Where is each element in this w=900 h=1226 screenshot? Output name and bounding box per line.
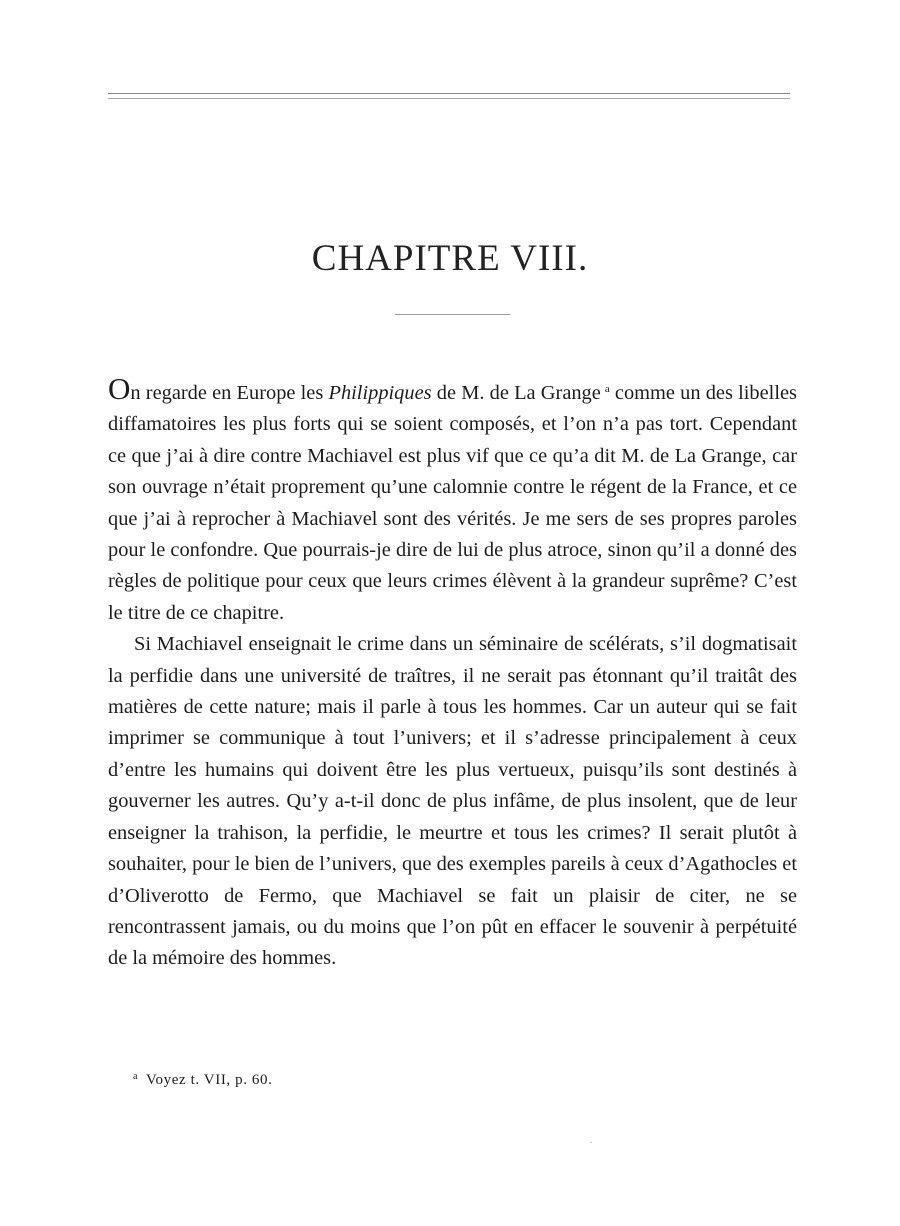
drop-cap: O bbox=[108, 371, 131, 406]
title-rule bbox=[395, 314, 510, 315]
footnote bbox=[133, 1071, 272, 1089]
footnote-ref-marker: a bbox=[604, 383, 610, 395]
paragraph-1-text-b: de M. de La Grange bbox=[431, 382, 601, 404]
paragraph-1-text-a: n regarde en Europe les bbox=[130, 382, 329, 404]
paragraph-1 bbox=[108, 371, 797, 629]
header-rule bbox=[108, 93, 790, 99]
paragraph-1-text-c: comme un des libelles diffamatoires les plus forts qui se soient composés, et l’on n’a pas tort. Cependant ce que j’ai à dire contre Machiavel est plus vif que ce qu’a dit M. de La Grange, car son ouvrage n’était proprement qu’une calomnie contre le régent de la France, et ce que j’ai à reprocher à Machiavel sont des vérités. Je me sers de ses propres paroles pour le confondre. Que pourrais-je dire de lui de plus atroce, sinon qu’il a donné des règles de politique pour ceux que leurs crimes élèvent à la grandeur suprême? C’est le titre de ce chapitre. bbox=[108, 382, 797, 624]
italic-title: Philippiques bbox=[328, 382, 432, 404]
paragraph-2: Si Machiavel enseignait le crime dans un séminaire de scélérats, s’il dogmatisait la perfidie dans une université de traîtres, il ne serait pas étonnant qu’il traitât des matières de cette nature; mais il parle à tous les hommes. Car un auteur qui se fait imprimer se communique à tout l’univers; et il s’adresse principalement à ceux d’entre les humains qui doivent être les plus vertueux, puisqu’ils sont destinés à gouverner les autres. Qu’y a-t-il donc de plus infâme, de plus insolent, que de leur enseigner la trahison, la perfidie, le meurtre et tous les crimes? Il serait plutôt à souhaiter, pour le bien de l’univers, que des exemples pareils à ceux d’Agathocles et d’Oliverotto de Fermo, que Machiavel se fait un plaisir de citer, ne se rencontrassent jamais, ou du moins que l’on pût en effacer le souvenir à perpétuité de la mémoire des hommes. bbox=[108, 633, 797, 970]
chapter-title: CHAPITRE VIII. bbox=[311, 238, 589, 279]
body-text bbox=[108, 371, 797, 975]
footnote-text: Voyez t. VII, p. 60. bbox=[146, 1072, 273, 1088]
paper-speck bbox=[590, 1142, 592, 1143]
footnote-marker: a bbox=[133, 1071, 139, 1082]
